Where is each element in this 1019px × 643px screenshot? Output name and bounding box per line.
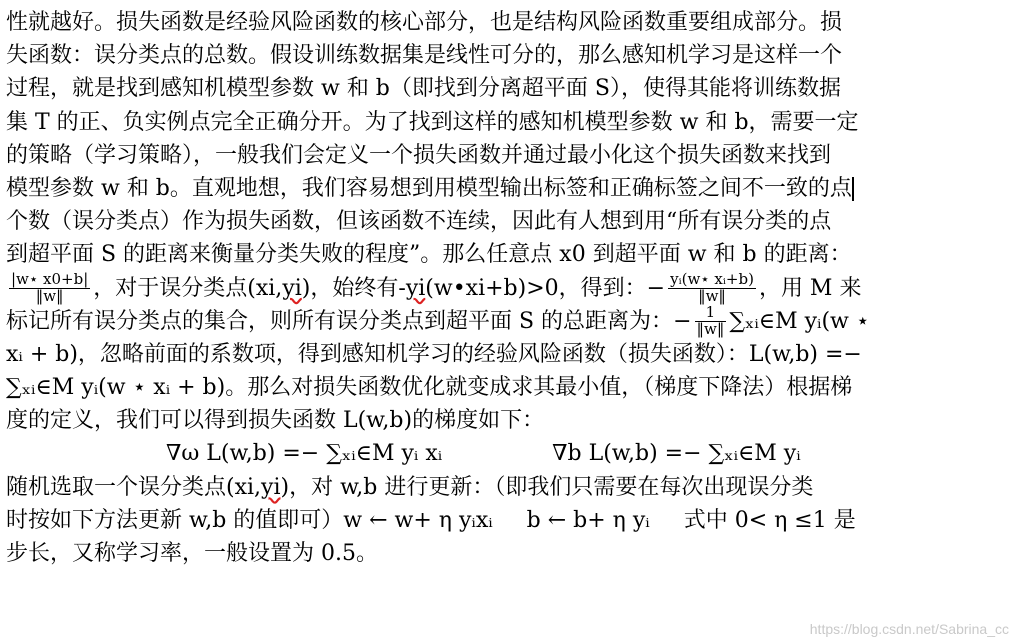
update-rule-b: b ← b+ η yᵢ (526, 507, 650, 533)
margin-fraction-denominator: ‖w‖ (698, 287, 726, 305)
spellcheck-word-yi-a: yi (282, 275, 302, 301)
watermark: https://blog.csdn.net/Sabrina_cc (809, 621, 1009, 637)
learning-rate-range: 式中 0< η ≤1 是 (683, 507, 856, 533)
line-10-neg: − (673, 308, 692, 334)
text-line-6 (6, 172, 1006, 205)
document-body (6, 6, 1006, 570)
formula-text-b: )，始终有- (301, 275, 406, 301)
line-15-text-b: )，对 w,b 进行更新：（即我们只需要在每次出现误分类 (280, 474, 814, 500)
text-line-13: 度的定义，我们可以得到损失函数 L(w,b)的梯度如下： (6, 408, 545, 434)
update-rule-w: 时按如下方法更新 w,b 的值即可）w ← w+ η yᵢxᵢ (6, 507, 493, 533)
text-line-3: 过程，就是找到感知机模型参数 w 和 b（即找到分离超平面 S），使得其能将训练数据 (6, 76, 841, 102)
text-line-8: 到超平面 S 的距离来衡量分类失败的程度”。那么任意点 x0 到超平面 w 和 b 的距离： (6, 242, 852, 268)
total-distance-denominator: ‖w‖ (696, 320, 725, 338)
text-cursor (852, 177, 854, 201)
line-15-text-a: 随机选取一个误分类点(xi, (6, 474, 262, 500)
text-line-17: 步长，又称学习率，一般设置为 0.5。 (6, 541, 378, 566)
text-line-5: 的策略（学习策略），一般我们会定义一个损失函数并通过最小化这个损失函数来找到 (6, 142, 832, 168)
text-line-2: 失函数：误分类点的总数。假设训练数据集是线性可分的，那么感知机学习是这样一个 (6, 43, 843, 69)
total-distance-numerator: 1 (695, 305, 727, 322)
gradient-formulas (6, 437, 1006, 470)
formula-neg-sign: − (646, 275, 666, 301)
formula-text-c: (w•xi+b)>0，得到： (425, 275, 647, 301)
spellcheck-word-yi-b: yi (405, 275, 426, 301)
gradient-w: ∇ω L(w,b) =− ∑ₓᵢ∈M yᵢ xᵢ (166, 441, 443, 467)
formula-text-a: ，对于误分类点(xi, (93, 275, 283, 301)
formula-line-distance (6, 272, 1006, 305)
spellcheck-word-yi-c: yi (261, 474, 281, 500)
text-line-15 (6, 471, 1006, 504)
distance-fraction-numerator: |w⋆ x0+b| (11, 271, 89, 289)
text-line-1: 性就越好。损失函数是经验风险函数的核心部分，也是结构风险函数重要组成部分。损 (6, 10, 843, 35)
text-line-10 (6, 305, 1006, 338)
text-line-12: ∑ₓᵢ∈M yᵢ(w ⋆ xᵢ + b)。那么对损失函数优化就变成求其最小值，（梯度下降法）根据梯 (6, 375, 853, 401)
line-10-math: ∑ₓᵢ∈M yᵢ(w ⋆ (729, 308, 870, 334)
gradient-b: ∇b L(w,b) =− ∑ₓᵢ∈M yᵢ (552, 441, 801, 467)
margin-fraction-numerator: yᵢ(w⋆ xᵢ+b) (670, 271, 754, 289)
text-line-11: xᵢ + b)，忽略前面的系数项，得到感知机学习的经验风险函数（损失函数）：L(w,b) =− (6, 341, 862, 367)
line-10-text: 标记所有误分类点的集合，则所有误分类点到超平面 S 的总距离为： (6, 308, 674, 334)
text-line-6-content: 模型参数 w 和 b。直观地想，我们容易想到用模型输出标签和正确标签之间不一致的点 (6, 175, 852, 201)
text-line-4: 集 T 的正、负实例点完全正确分开。为了找到这样的感知机模型参数 w 和 b，需要一定 (6, 109, 859, 135)
distance-fraction (9, 272, 90, 304)
distance-fraction-denominator: ‖w‖ (35, 287, 64, 305)
total-distance-fraction (695, 305, 727, 337)
text-line-7: 个数（误分类点）作为损失函数，但该函数不连续，因此有人想到用“所有误分类的点 (6, 209, 832, 235)
formula-text-d: ，用 M 来 (758, 275, 862, 301)
text-line-16 (6, 504, 1006, 537)
margin-fraction (668, 272, 756, 304)
